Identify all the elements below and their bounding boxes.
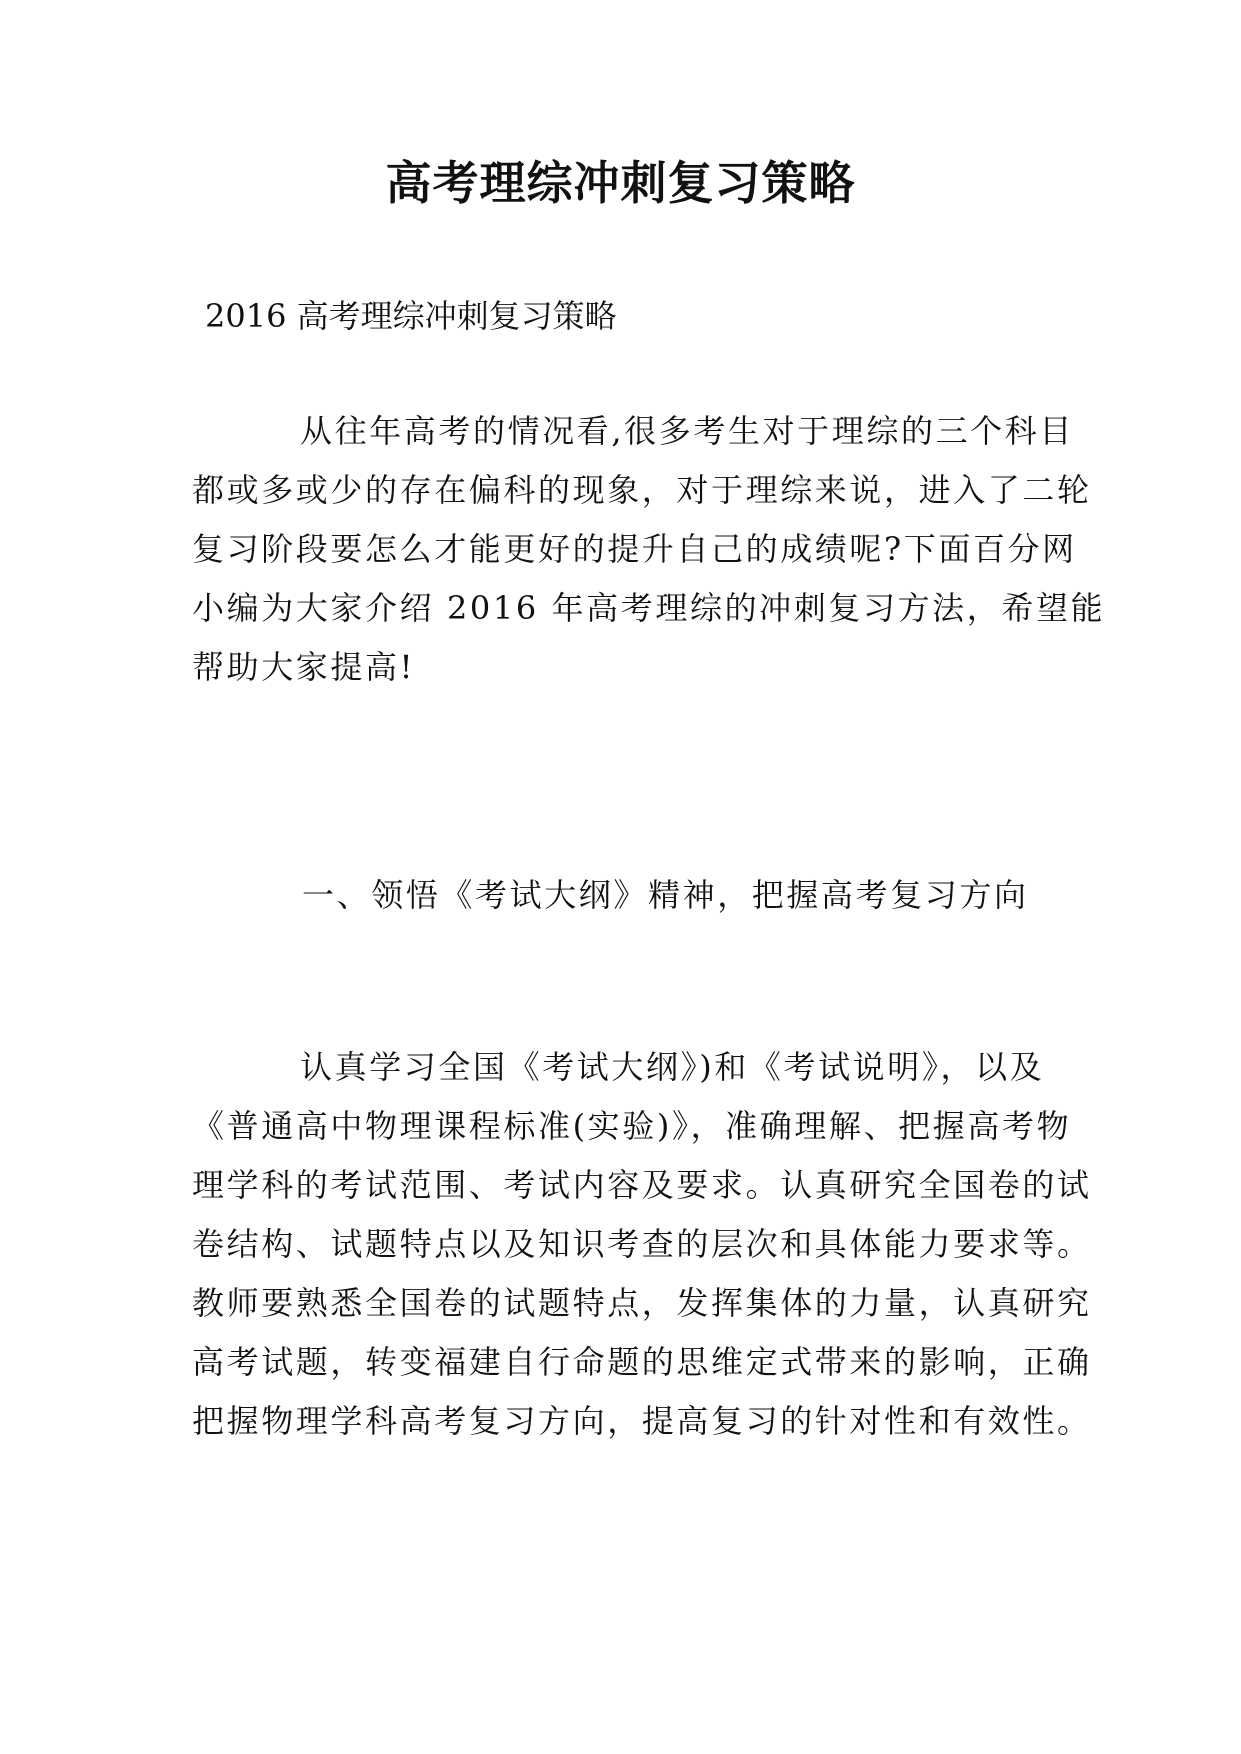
document-title: 高考理综冲刺复习策略 bbox=[385, 156, 856, 210]
section-heading: 一、领悟《考试大纲》精神，把握高考复习方向 bbox=[302, 876, 1029, 914]
document-subtitle: 2016 高考理综冲刺复习策略 bbox=[205, 297, 617, 335]
paragraph-line: 小编为大家介绍 2016 年高考理综的冲刺复习方法，希望能 bbox=[192, 589, 1106, 627]
paragraph-line: 把握物理学科高考复习方向，提高复习的针对性和有效性。 bbox=[192, 1402, 1092, 1440]
paragraph-line: 复习阶段要怎么才能更好的提升自己的成绩呢?下面百分网 bbox=[192, 530, 1077, 568]
paragraph-line: 《普通高中物理课程标准(实验)》，准确理解、把握高考物 bbox=[192, 1107, 1072, 1145]
paragraph-line: 从往年高考的情况看,很多考生对于理综的三个科目 bbox=[300, 412, 1074, 450]
paragraph-line: 理学科的考试范围、考试内容及要求。认真研究全国卷的试 bbox=[192, 1166, 1092, 1204]
section-body-paragraph bbox=[192, 1038, 1092, 1451]
intro-paragraph bbox=[192, 402, 1106, 697]
paragraph-line: 帮助大家提高! bbox=[192, 648, 416, 686]
paragraph-line: 教师要熟悉全国卷的试题特点，发挥集体的力量，认真研究 bbox=[192, 1284, 1092, 1322]
paragraph-line: 卷结构、试题特点以及知识考查的层次和具体能力要求等。 bbox=[192, 1225, 1092, 1263]
paragraph-line: 都或多或少的存在偏科的现象，对于理综来说，进入了二轮 bbox=[192, 471, 1092, 509]
paragraph-line: 认真学习全国《考试大纲》)和《考试说明》，以及 bbox=[300, 1048, 1045, 1086]
paragraph-line: 高考试题，转变福建自行命题的思维定式带来的影响，正确 bbox=[192, 1343, 1092, 1381]
